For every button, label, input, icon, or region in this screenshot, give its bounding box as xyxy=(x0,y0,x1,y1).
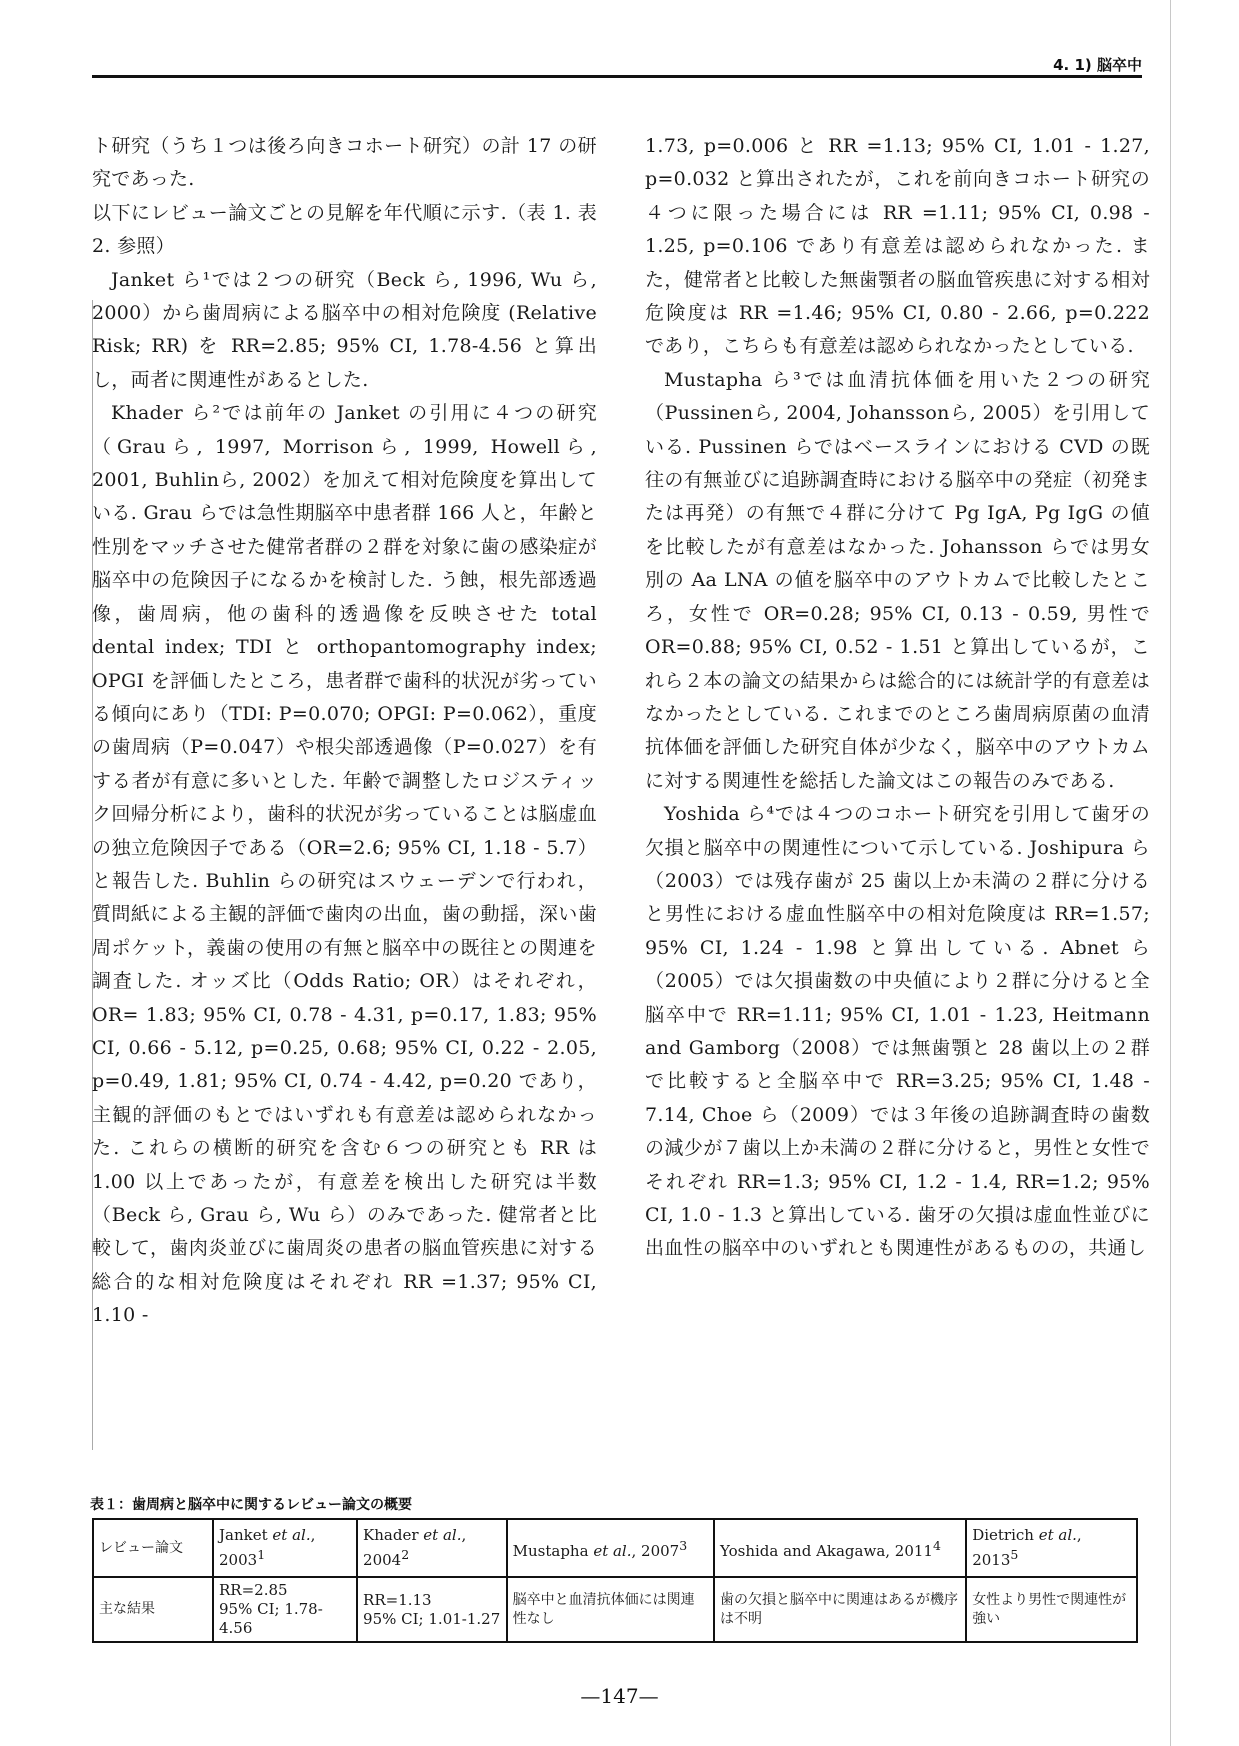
result-line: RR=2.85 xyxy=(219,1581,288,1599)
page-number: —147— xyxy=(580,1684,659,1708)
author-name: Mustapha xyxy=(512,1541,589,1560)
year: , 2004 xyxy=(363,1526,467,1569)
et-al: et al. xyxy=(423,1526,462,1544)
author-cell xyxy=(213,1519,357,1577)
header-rule xyxy=(92,75,1142,78)
reference-number: 5 xyxy=(1010,1547,1019,1562)
et-al: et al. xyxy=(1038,1526,1077,1544)
year: , 2011 xyxy=(885,1541,933,1560)
paragraph: 以下にレビュー論文ごとの見解を年代順に示す.（表 1. 表 2. 参照） xyxy=(92,201,597,258)
paragraph-janket: Janket ら¹では２つの研究（Beck ら, 1996, Wu ら, 2000）から歯周病による脳卒中の相対危険度 (Relative Risk; RR) を RR=2.85; 95% CI, 1.78-4.56 と算出し，両者に関連性があるとした. xyxy=(92,268,597,391)
result-cell xyxy=(966,1577,1137,1642)
result-cell xyxy=(714,1577,966,1642)
paragraph-khader: Khader ら²では前年の Janket の引用に４つの研究（Grauら, 1997, Morrisonら, 1999, Howellら, 2001, Buhlinら, 2002）を加えて相対危険度を算出している. Grau らでは急性期脳卒中患者群 166 人と，年齢と性別をマッチさせた健常者群の２群を対象に歯の感染症が脳卒中の危険因子になるかを検討した. う蝕，根先部透過像，歯周病，他の歯科的透過像を反映させた total dental index; TDI と orthopantomography index; OPGI を評価したところ，患者群で歯科的状況が劣っている傾向にあり（TDI: P=0.070; OPGI: P=0.062），重度の歯周病（P=0.047）や根尖部透過像（P=0.027）を有する者が有意に多いとした. 年齢で調整したロジスティック回帰分析により，歯科的状況が劣っていることは脳虚血の独立危険因子である（OR=2.6; 95% CI, 1.18 - 5.7）と報告した. Buhlin らの研究はスウェーデンで行われ，質問紙による主観的評価で歯肉の出血，歯の動揺，深い歯周ポケット，義歯の使用の有無と脳卒中の既往との関連を調査した. オッズ比（Odds Ratio; OR）はそれぞれ，OR= 1.83; 95% CI, 0.78 - 4.31, p=0.17, 1.83; 95% CI, 0.66 - 5.12, p=0.25, 0.68; 95% CI, 0.22 - 2.05, p=0.49, 1.81; 95% CI, 0.74 - 4.42, p=0.20 であり，主観的評価のもとではいずれも有意差は認められなかった. これらの横断的研究を含む６つの研究とも RR は 1.00 以上であったが，有意差を検出した研究は半数（Beck ら, Grau ら, Wu ら）のみであった. 健常者と比較して，歯肉炎並びに歯周炎の患者の脳血管疾患に対する総合的な相対危険度はそれぞれ RR =1.37; 95% CI, 1.10 - xyxy=(92,402,597,1327)
reference-number: 3 xyxy=(679,1537,688,1553)
result-line: 95% CI; 1.78-4.56 xyxy=(219,1600,323,1637)
result-cell xyxy=(357,1577,507,1642)
paragraph-yoshida: Yoshida ら⁴では４つのコホート研究を引用して歯牙の欠損と脳卒中の関連性について示している. Joshipura ら（2003）では残存歯が 25 歯以上か未満の２群に分けると男性における虚血性脳卒中の相対危険度は RR=1.57; 95% CI, 1.24 - 1.98 と算出している. Abnet ら（2005）では欠損歯数の中央値により２群に分けると全脳卒中で RR=1.11; 95% CI, 1.01 - 1.23, Heitmann and Gamborg（2008）では無歯顎と 28 歯以上の２群で比較すると全脳卒中で RR=3.25; 95% CI, 1.48 - 7.14, Choe ら（2009）では３年後の追跡調査時の歯数の減少が７歯以上か未満の２群に分けると，男性と女性でそれぞれ RR=1.3; 95% CI, 1.2 - 1.4, RR=1.2; 95% CI, 1.0 - 1.3 と算出している. 歯牙の欠損は虚血性並びに出血性の脳卒中のいずれとも関連性があるものの，共通し xyxy=(645,803,1150,1260)
author-cell xyxy=(357,1519,507,1577)
table-header-row xyxy=(93,1519,1137,1577)
page-edge-shadow xyxy=(1170,0,1171,1746)
result-line: 歯の欠損と脳卒中に関連はあるが機序は不明 xyxy=(720,1591,958,1627)
author-name: Dietrich xyxy=(972,1526,1034,1544)
author-cell xyxy=(507,1519,714,1577)
reference-number: 2 xyxy=(401,1547,410,1562)
paragraph: ト研究（うち１つは後ろ向きコホート研究）の計 17 の研究であった. xyxy=(92,135,597,191)
reference-number: 1 xyxy=(257,1547,266,1562)
result-line: 女性より男性で関連性が強い xyxy=(972,1591,1127,1627)
et-al: et al. xyxy=(272,1526,311,1544)
year: , 2003 xyxy=(219,1526,316,1569)
table-results-row xyxy=(93,1577,1137,1642)
review-summary-table xyxy=(92,1518,1138,1643)
paragraph-mustapha: Mustapha ら³では血清抗体価を用いた２つの研究（Pussinenら, 2004, Johanssonら, 2005）を引用している. Pussinen らではベースラインにおける CVD の既往の有無並びに追跡調査時における脳卒中の発症（初発または再発）の有無で４群に分けて Pg IgA, Pg IgG の値を比較したが有意差はなかった. Johansson らでは男女別の Aa LNA の値を脳卒中のアウトカムで比較したところ，女性で OR=0.28; 95% CI, 0.13 - 0.59, 男性で OR=0.88; 95% CI, 0.52 - 1.51 と算出しているが，これら２本の論文の結果からは総合的には統計学的有意差はなかったとしている. これまでのところ歯周病原菌の血清抗体価を評価した研究自体が少なく，脳卒中のアウトカムに対する関連性を総括した論文はこの報告のみである. xyxy=(645,368,1150,792)
author-name: Khader xyxy=(363,1526,419,1544)
author-name: Janket xyxy=(219,1526,268,1544)
result-line: RR=1.13 xyxy=(363,1590,432,1609)
body-label-cell: 主な結果 xyxy=(93,1577,213,1642)
result-line: 脳卒中と血清抗体価には関連性なし xyxy=(512,1591,695,1627)
year: , 2007 xyxy=(631,1541,680,1560)
result-cell xyxy=(507,1577,714,1642)
right-column xyxy=(645,130,1150,1266)
header-label-cell: レビュー論文 xyxy=(93,1519,213,1577)
year: , 2013 xyxy=(972,1526,1082,1569)
paragraph: 1.73, p=0.006 と RR =1.13; 95% CI, 1.01 - 1.27, p=0.032 と算出されたが，これを前向きコホート研究の４つに限った場合には RR =1.11; 95% CI, 0.98 - 1.25, p=0.106 であり有意差は認められなかった. また，健常者と比較した無歯顎者の脳血管疾患に対する相対危険度は RR =1.46; 95% CI, 0.80 - 2.66, p=0.222 であり，こちらも有意差は認められなかったとしている. xyxy=(645,135,1150,358)
running-head: 4. 1) 脳卒中 xyxy=(1053,56,1142,74)
result-line: 95% CI; 1.01-1.27 xyxy=(363,1609,501,1628)
author-cell xyxy=(714,1519,966,1577)
reference-number: 4 xyxy=(932,1537,941,1553)
table-caption: 表１：歯周病と脳卒中に関するレビュー論文の概要 xyxy=(90,1497,412,1513)
left-column xyxy=(92,130,597,1333)
et-al: et al. xyxy=(593,1541,632,1560)
author-name: Yoshida and Akagawa xyxy=(720,1541,886,1560)
author-cell xyxy=(966,1519,1137,1577)
result-cell xyxy=(213,1577,357,1642)
